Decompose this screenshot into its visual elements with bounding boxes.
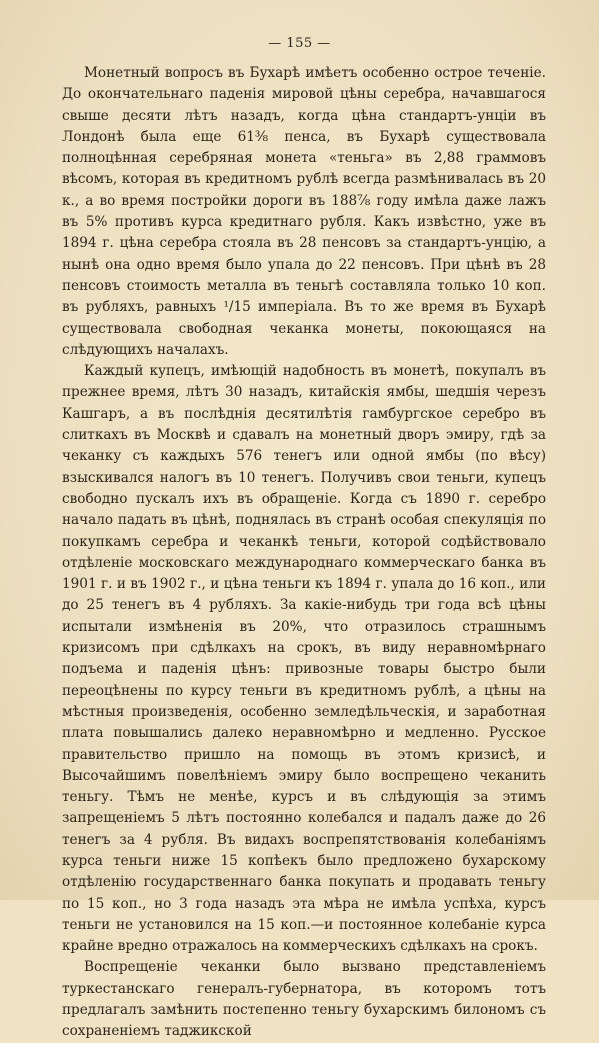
paragraph-2: Каждый купецъ, имѣющій надобность въ монетѣ, покупалъ въ прежнее время, лѣтъ 30 назадъ, китайскія ямбы, шедшія черезъ Кашгаръ, а въ послѣднія десятилѣтія гамбургское серебро въ слиткахъ въ Москвѣ и сдавалъ на монетный дворъ эмиру, гдѣ за чеканку съ каждыхъ 576 тенегъ или одной ямбы (по вѣсу) взыскивался налогъ въ 10 тенегъ. Получивъ свои теньги, купецъ свободно пускалъ ихъ въ обращеніе. Когда съ 1890 г. серебро начало падать въ цѣнѣ, поднялась въ странѣ особая спекуляція по покупкамъ серебра и чеканкѣ теньги, которой содѣйствовало отдѣленіе московскаго международнаго коммерческаго банка въ 1901 г. и въ 1902 г., и цѣна теньги къ 1894 г. упала до 16 коп., или до 25 тенегъ въ 4 рубляхъ. За какіе-нибудь три года всѣ цѣны испытали измѣненія въ 20%, что отразилось страшнымъ кризисомъ при сдѣлкахъ на срокъ, въ виду неравномѣрнаго подъема и паденія цѣнъ: привозные товары быстро были переоцѣнены по курсу теньги въ кредитномъ рублѣ, а цѣны на мѣстныя произведенія, особенно земледѣльческія, и заработная плата повышались далеко неравномѣрно и медленно. Русское правительство пришло на помощь въ этомъ кризисѣ, и Высочайшимъ повелѣніемъ эмиру было воспрещено чеканить теньгу. Тѣмъ не менѣе, курсъ и въ слѣдующія за этимъ запрещеніемъ 5 лѣтъ постоянно колебался и падалъ даже до 26 тенегъ за 4 рубля. Въ видахъ воспрепятствованія колебаніямъ курса теньги ниже 15 копѣекъ было предложено бухарскому отдѣленію государственнаго банка покупать и продавать теньгу по 15 коп., но 3 года назадъ эта мѣра не имѣла успѣха, курсъ теньги не установился на 15 коп.—и постоянное колебаніе курса крайне вредно отражалось на коммерческихъ сдѣлкахъ на срокъ. bbox=[62, 363, 546, 955]
page-number: — 155 — bbox=[268, 36, 331, 51]
text-block bbox=[62, 63, 546, 1043]
paragraph-1: Монетный вопросъ въ Бухарѣ имѣетъ особенно острое теченіе. До окончательнаго паденія мировой цѣны серебра, начавшагося свыше десяти лѣтъ назадъ, когда цѣна стандартъ-унціи въ Лондонѣ была еще 61⅜ пенса, въ Бухарѣ существовала полноцѣнная серебряная монета «теньга» въ 2,88 граммовъ вѣсомъ, которая въ кредитномъ рублѣ всегда размѣнивалась въ 20 к., а во время постройки дороги въ 188⅞ году имѣла даже лажъ въ 5% противъ курса кредитнаго рубля. Какъ извѣстно, уже въ 1894 г. цѣна серебра стояла въ 28 пенсовъ за стандартъ-унцію, а нынѣ она одно время было упала до 22 пенсовъ. При цѣнѣ въ 28 пенсовъ стоимость металла въ теньгѣ составляла только 10 коп. въ рубляхъ, равныхъ ¹/15 имперіала. Въ то же время въ Бухарѣ существовала свободная чеканка монеты, покоющаяся на слѣдующихъ началахъ. bbox=[62, 65, 546, 358]
paragraph-3: Воспрещеніе чеканки было вызвано представленіемъ туркестанскаго генералъ-губернатора, въ которомъ тотъ предлагалъ замѣнить постепенно теньгу бухарскимъ билономъ съ сохраненіемъ таджикской bbox=[62, 959, 546, 1040]
